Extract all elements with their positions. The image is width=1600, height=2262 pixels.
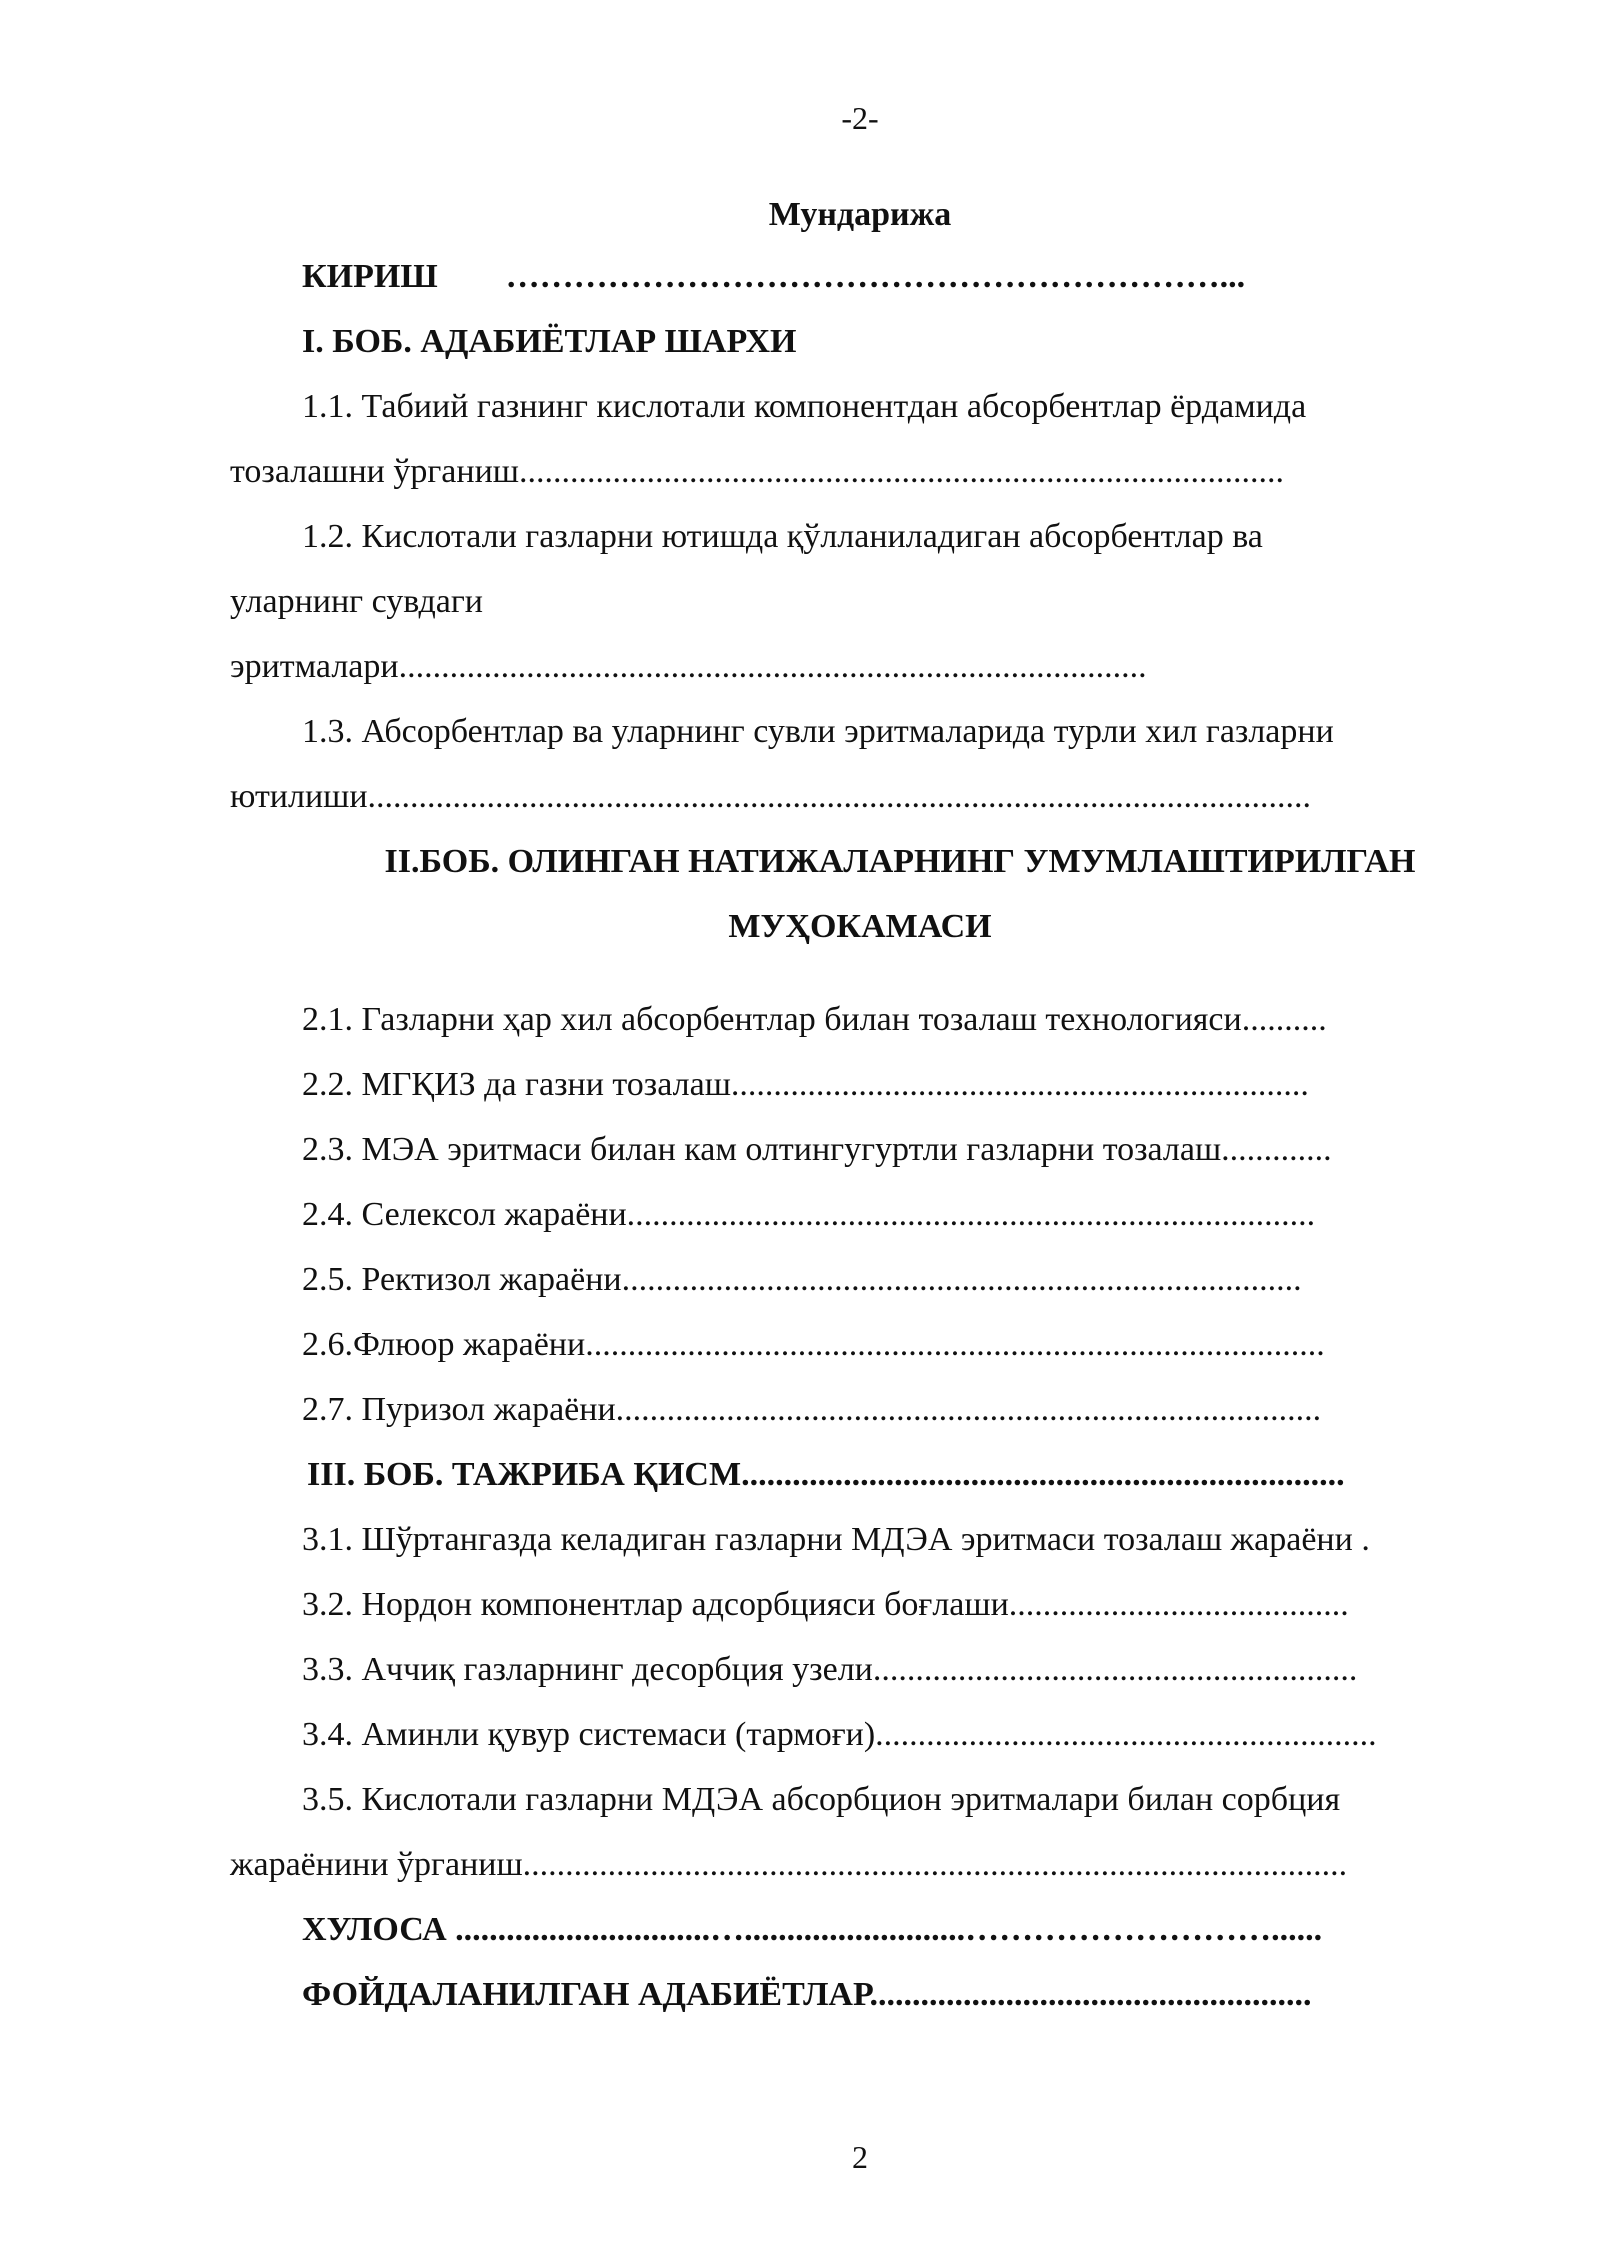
- footer-page-number: 2: [852, 2139, 868, 2175]
- toc-entry-3-5-line2: жараёнини ўрганиш.................................................................................................: [230, 1846, 1348, 1883]
- toc-entry-1-1-line2: тозалашни ўрганиш..........................................................................................: [230, 453, 1284, 490]
- toc-chapter-3-title: III. БОБ. ТАЖРИБА ҚИСМ.......................................................................: [307, 1456, 1345, 1493]
- toc-entry-1-2-line1: 1.2. Кислотали газларни ютишда қўлланиладиган абсорбентлар ва: [302, 518, 1263, 555]
- toc-chapter-2-title-line2: МУҲОКАМАСИ: [728, 908, 992, 945]
- toc-entry-2-6: 2.6.Флюор жараёни.......................................................................................: [302, 1326, 1325, 1363]
- toc-entry-3-3: 3.3. Аччиқ газларнинг десорбция узели.........................................................: [302, 1651, 1358, 1688]
- toc-entry-2-2: 2.2. МГҚИЗ да газни тозалаш....................................................................: [302, 1066, 1309, 1103]
- toc-chapter-2-title-line1: II.БОБ. ОЛИНГАН НАТИЖАЛАРНИНГ УМУМЛАШТИРИЛГАН: [384, 843, 1416, 880]
- toc-entry-2-1: 2.1. Газларни ҳар хил абсорбентлар билан тозалаш технологияси..........: [302, 1001, 1327, 1038]
- toc-chapter-1-title: I. БОБ. АДАБИЁТЛАР ШАРХИ: [302, 323, 797, 360]
- toc-entry-conclusion: ХУЛОСА ..............................…..........................………………………......: [302, 1911, 1323, 1948]
- toc-entry-1-3-line1: 1.3. Абсорбентлар ва уларнинг сувли эритмаларида турли хил газларни: [302, 713, 1334, 750]
- toc-entry-2-3: 2.3. МЭА эритмаси билан кам олтингугуртли газларни тозалаш.............: [302, 1131, 1332, 1168]
- toc-entry-3-5-line1: 3.5. Кислотали газларни МДЭА абсорбцион эритмалари билан сорбция: [302, 1781, 1341, 1818]
- toc-entry-1-3-line2: ютилиши...............................................................................................................: [230, 778, 1312, 815]
- toc-entry-2-4: 2.4. Селексол жараёни.................................................................................: [302, 1196, 1316, 1233]
- toc-entry-2-7: 2.7. Пуризол жараёни...................................................................................: [302, 1391, 1322, 1428]
- toc-entry-1-1-line1: 1.1. Табиий газнинг кислотали компонентдан абсорбентлар ёрдамида: [302, 388, 1307, 425]
- toc-entry-2-5: 2.5. Ректизол жараёни................................................................................: [302, 1261, 1302, 1298]
- toc-entry-1-2-line3: эритмалари........................................................................................: [230, 648, 1147, 685]
- toc-entry-3-1: 3.1. Шўртангазда келадиган газларни МДЭА эритмаси тозалаш жараёни .: [302, 1521, 1370, 1558]
- toc-entry-1-2-line2: уларнинг сувдаги: [230, 583, 483, 620]
- toc-entry-intro: КИРИШ ………………………………………………………...: [302, 258, 1246, 295]
- header-page-number: -2-: [841, 100, 879, 136]
- toc-entry-3-4: 3.4. Аминли қувур системаси (тармоғи)...........................................................: [302, 1716, 1377, 1753]
- toc-title: Мундарижа: [768, 196, 952, 233]
- toc-entry-references: ФОЙДАЛАНИЛГАН АДАБИЁТЛАР....................................................: [302, 1976, 1312, 2013]
- toc-entry-3-2: 3.2. Нордон компонентлар адсорбцияси боғлаши........................................: [302, 1586, 1349, 1623]
